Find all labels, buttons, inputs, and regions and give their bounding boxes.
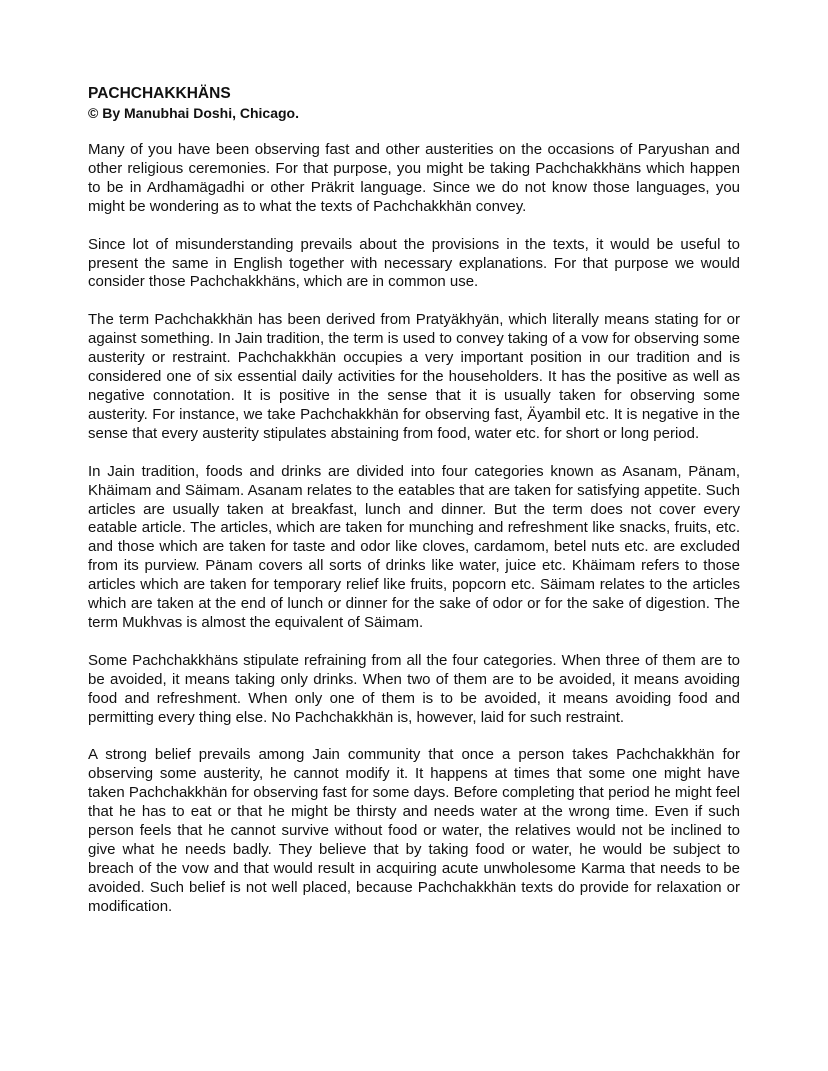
paragraph-4: In Jain tradition, foods and drinks are divided into four categories known as Asanam, Pänam, Khäimam and Säimam. Asanam relates to the eatables that are taken for satisfying appetite. Such articles are usually taken at breakfast, lunch and dinner. But the term does not cover every eatable article. The articles, which are taken for munching and refreshment like snacks, fruits, etc. and those which are taken for taste and odor like cloves, cardamom, betel nuts etc. are excluded from its purview. Pänam covers all sorts of drinks like water, juice etc. Khäimam refers to those articles which are taken for temporary relief like fruits, popcorn etc. Säimam relates to the articles which are taken at the end of lunch or dinner for the sake of odor or for the sake of digestion. The term Mukhvas is almost the equivalent of Säimam. <box>88 462 740 631</box>
paragraph-1: Many of you have been observing fast and other austerities on the occasions of Paryushan and other religious ceremonies. For that purpose, you might be taking Pachchakkhäns which happen to be in Ardhamägadhi or other Präkrit language. Since we do not know those languages, you might be wondering as to what the texts of Pachchakkhän convey. <box>88 141 740 215</box>
paragraph-3: The term Pachchakkhän has been derived from Pratyäkhyän, which literally means stating for or against something. In Jain tradition, the term is used to convey taking of a vow for observing some austerity or restraint. Pachchakkhän occupies a very important position in our tradition and is considered one of six essential daily activities for the householders. It has the positive as well as negative connotation. It is positive in the sense that it is usually taken for observing some austerity. For instance, we take Pachchakkhän for observing fast, Äyambil etc. It is negative in the sense that every austerity stipulates abstaining from food, water etc. for short or long period. <box>88 311 740 442</box>
paragraph-5: Some Pachchakkhäns stipulate refraining from all the four categories. When three of them are to be avoided, it means taking only drinks. When two of them are to be avoided, it means avoiding food and refreshment. When only one of them is to be avoided, it means avoiding food and permitting every thing else. No Pachchakkhän is, however, laid for such restraint. <box>88 651 740 726</box>
document-title: PACHCHAKKHÄNS <box>88 85 231 102</box>
paragraph-6: A strong belief prevails among Jain community that once a person takes Pachchakkhän for observing some austerity, he cannot modify it. It happens at times that some one might have taken Pachchakkhän for observing fast for some days. Before completing that period he might feel that he has to eat or that he might be thirsty and needs water at the wrong time. Even if such person feels that he cannot survive without food or water, the relatives would not be inclined to give what he needs badly. They believe that by taking food or water, he would be subject to breach of the vow and that would result in acquiring acute unwholesome Karma that needs to be avoided. Such belief is not well placed, because Pachchakkhän texts do provide for relaxation or modification. <box>88 746 740 915</box>
document-page <box>88 84 740 936</box>
paragraph-2: Since lot of misunderstanding prevails about the provisions in the texts, it would be useful to present the same in English together with necessary explanations. For that purpose we would consider those Pachchakkhäns, which are in common use. <box>88 235 740 291</box>
author-byline: © By Manubhai Doshi, Chicago. <box>88 105 299 121</box>
